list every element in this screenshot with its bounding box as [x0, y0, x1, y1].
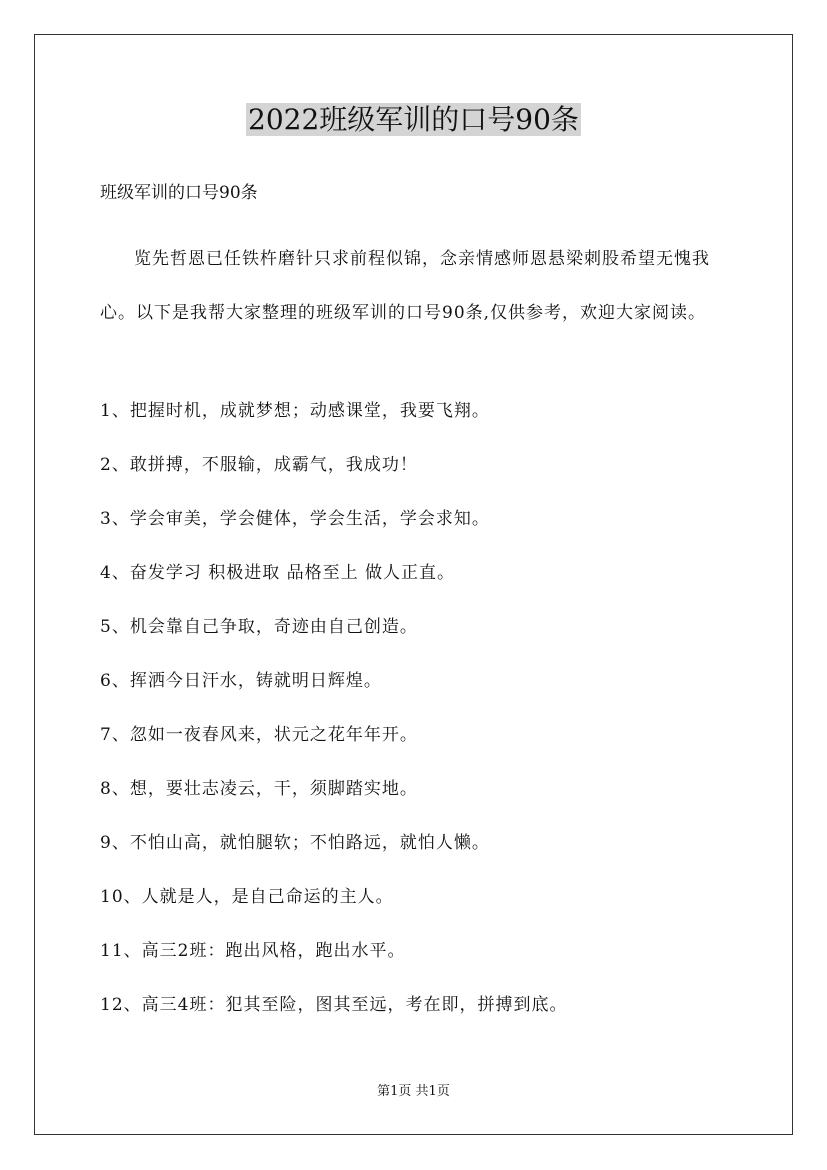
document-subtitle: 班级军训的口号90条	[100, 183, 258, 203]
list-item: 3、学会审美，学会健体，学会生活，学会求知。	[100, 509, 490, 529]
list-item: 4、奋发学习 积极进取 品格至上 做人正直。	[100, 563, 456, 583]
document-title	[0, 100, 827, 140]
intro-paragraph: 览先哲恩已任铁杵磨针只求前程似锦，念亲情感师恩悬梁刺股希望无愧我心。以下是我帮大家整理的班级军训的口号90条,仅供参考，欢迎大家阅读。	[100, 249, 710, 323]
list-item: 7、忽如一夜春风来，状元之花年年开。	[100, 725, 418, 745]
list-item: 12、高三4班：犯其至险，图其至远，考在即，拼搏到底。	[100, 995, 568, 1015]
slogan-list	[100, 398, 567, 1046]
list-item: 2、敢拼搏，不服输，成霸气，我成功！	[100, 455, 418, 475]
page-number: 第1页 共1页	[377, 1084, 450, 1099]
list-item: 11、高三2班：跑出风格，跑出水平。	[100, 941, 406, 961]
document-title-text: 2022班级军训的口号90条	[248, 103, 579, 136]
list-item: 9、不怕山高，就怕腿软；不怕路远，就怕人懒。	[100, 833, 490, 853]
list-item: 1、把握时机，成就梦想；动感课堂，我要飞翔。	[100, 401, 490, 421]
list-item: 10、人就是人，是自己命运的主人。	[100, 887, 394, 907]
list-item: 6、挥洒今日汗水，铸就明日辉煌。	[100, 671, 382, 691]
list-item: 8、想，要壮志凌云，干，须脚踏实地。	[100, 779, 418, 799]
list-item: 5、机会靠自己争取，奇迹由自己创造。	[100, 617, 418, 637]
